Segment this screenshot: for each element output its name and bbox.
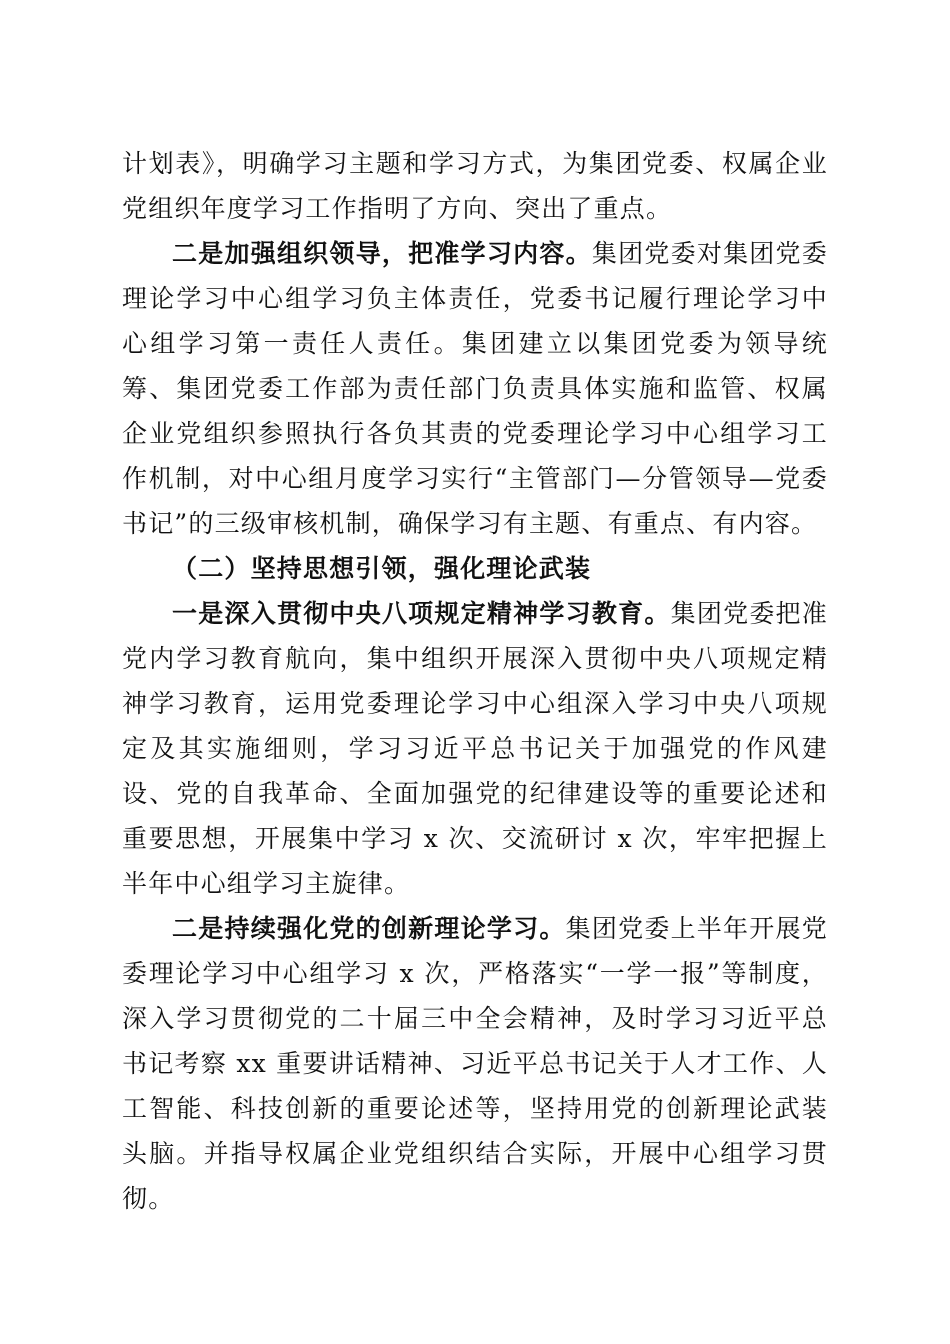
paragraph-body: 计划表》，明确学习主题和学习方式，为集团党委、权属企业党组织年度学习工作指明了方向、突出了重点。	[122, 149, 828, 223]
section-heading: （二）坚持思想引领，强化理论武装	[172, 554, 592, 583]
paragraph-lead: 二是加强组织领导，把准学习内容。	[172, 239, 592, 268]
paragraph-body: 集团党委把准党内学习教育航向，集中组织开展深入贯彻中央八项规定精神学习教育，运用党委理论学习中心组深入学习中央八项规定及其实施细则，学习习近平总书记关于加强党的作风建设、党的自我革命、全面加强党的纪律建设等的重要论述和重要思想，开展集中学习 x 次、交流研讨 x 次，牢牢把握上半年中心组学习主旋律。	[122, 599, 828, 898]
paragraph-body: 集团党委对集团党委理论学习中心组学习负主体责任，党委书记履行理论学习中心组学习第一责任人责任。集团建立以集团党委为领导统筹、集团党委工作部为责任部门负责具体实施和监管、权属企业党组织参照执行各负其责的党委理论学习中心组学习工作机制，对中心组月度学习实行“主管部门—分管领导—党委书记”的三级审核机制，确保学习有主题、有重点、有内容。	[122, 239, 828, 538]
paragraph-strengthen-leadership	[122, 231, 828, 546]
document-page	[122, 141, 828, 1221]
paragraph-lead: 二是持续强化党的创新理论学习。	[172, 914, 566, 943]
paragraph-eight-regulations	[122, 591, 828, 906]
paragraph-lead: 一是深入贯彻中央八项规定精神学习教育。	[172, 599, 671, 628]
paragraph-innovative-theory	[122, 906, 828, 1221]
paragraph-continuation	[122, 141, 828, 231]
paragraph-body: 集团党委上半年开展党委理论学习中心组学习 x 次，严格落实“一学一报”等制度，深入学习贯彻党的二十届三中全会精神，及时学习习近平总书记考察 xx 重要讲话精神、习近平总书记关于人才工作、人工智能、科技创新的重要论述等，坚持用党的创新理论武装头脑。并指导权属企业党组织结合实际，开展中心组学习贯彻。	[122, 914, 828, 1213]
